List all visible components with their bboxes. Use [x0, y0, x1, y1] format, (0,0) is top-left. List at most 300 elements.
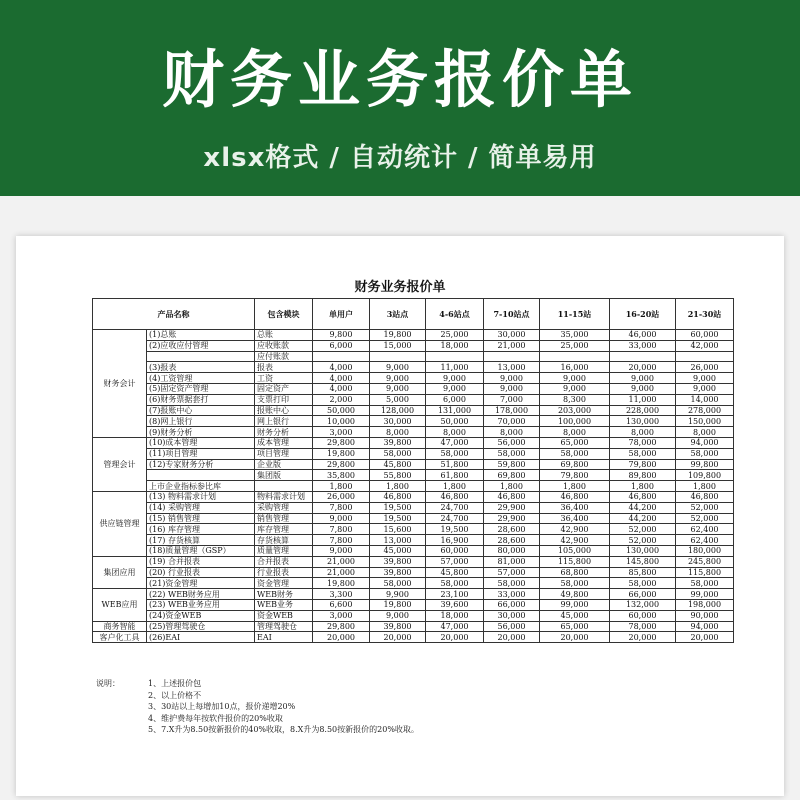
- price-cell: 46,800: [426, 491, 484, 502]
- product-name-cell: 上市企业指标参比库: [147, 481, 255, 492]
- price-cell: 8,000: [540, 427, 610, 438]
- product-name-cell: (19) 合并报表: [147, 556, 255, 567]
- table-row: [93, 556, 734, 567]
- price-cell: 46,000: [610, 330, 676, 341]
- price-cell: 99,800: [676, 459, 734, 470]
- price-cell: 45,800: [426, 567, 484, 578]
- product-name-cell: (10)成本管理: [147, 437, 255, 448]
- price-cell: 8,000: [426, 427, 484, 438]
- price-cell: 58,000: [484, 448, 540, 459]
- price-cell: 131,000: [426, 405, 484, 416]
- price-cell: 13,000: [484, 362, 540, 373]
- price-cell: [313, 351, 370, 362]
- price-cell: 1,800: [313, 481, 370, 492]
- price-cell: 6,000: [426, 394, 484, 405]
- price-cell: 39,800: [370, 437, 426, 448]
- price-cell: 60,000: [610, 610, 676, 621]
- price-cell: 29,800: [313, 459, 370, 470]
- product-name-cell: (6)财务票据套打: [147, 394, 255, 405]
- column-header: 11-15站: [540, 299, 610, 330]
- product-name-cell: (17) 存货核算: [147, 535, 255, 546]
- table-row: [93, 448, 734, 459]
- price-cell: [484, 351, 540, 362]
- price-cell: 94,000: [676, 437, 734, 448]
- module-cell: 应收账款: [255, 340, 313, 351]
- price-cell: 58,000: [370, 448, 426, 459]
- module-cell: 合并报表: [255, 556, 313, 567]
- product-name-cell: (4)工资管理: [147, 373, 255, 384]
- price-cell: 178,000: [484, 405, 540, 416]
- table-row: [93, 470, 734, 481]
- price-cell: 19,800: [313, 578, 370, 589]
- price-cell: 39,600: [426, 599, 484, 610]
- price-cell: 20,000: [610, 362, 676, 373]
- category-cell: 财务会计: [93, 330, 147, 438]
- table-row: [93, 405, 734, 416]
- header-banner: [0, 0, 800, 196]
- price-cell: 39,800: [370, 556, 426, 567]
- price-table: [92, 298, 734, 643]
- module-cell: 物料需求计划: [255, 491, 313, 502]
- price-cell: 85,800: [610, 567, 676, 578]
- product-name-cell: (22) WEB财务应用: [147, 589, 255, 600]
- note-line: 3、30站以上每增加10点，报价递增20%: [148, 702, 296, 711]
- product-name-cell: (12)专家财务分析: [147, 459, 255, 470]
- product-name-cell: (13) 物料需求计划: [147, 491, 255, 502]
- price-cell: 61,800: [426, 470, 484, 481]
- price-cell: 9,000: [676, 383, 734, 394]
- price-cell: 46,800: [676, 491, 734, 502]
- price-cell: 278,000: [676, 405, 734, 416]
- price-cell: 180,000: [676, 545, 734, 556]
- price-cell: 56,000: [484, 621, 540, 632]
- module-cell: 网上银行: [255, 416, 313, 427]
- table-row: [93, 621, 734, 632]
- price-cell: 16,000: [540, 362, 610, 373]
- price-cell: 9,000: [426, 373, 484, 384]
- module-cell: 报账中心: [255, 405, 313, 416]
- price-cell: 58,000: [484, 578, 540, 589]
- price-cell: 9,000: [370, 383, 426, 394]
- price-cell: 47,000: [426, 621, 484, 632]
- product-name-cell: (15) 销售管理: [147, 513, 255, 524]
- price-cell: 19,800: [313, 448, 370, 459]
- table-row: [93, 502, 734, 513]
- column-header: 包含模块: [255, 299, 313, 330]
- price-cell: 44,200: [610, 513, 676, 524]
- price-cell: [370, 351, 426, 362]
- price-cell: 9,900: [370, 589, 426, 600]
- price-cell: 45,800: [370, 459, 426, 470]
- price-cell: 25,000: [540, 340, 610, 351]
- banner-title: 财务业务报价单: [161, 43, 638, 116]
- price-cell: 24,700: [426, 502, 484, 513]
- price-cell: 1,800: [610, 481, 676, 492]
- product-name-cell: (8)网上银行: [147, 416, 255, 427]
- price-cell: 3,300: [313, 589, 370, 600]
- price-cell: 19,800: [370, 330, 426, 341]
- notes-label: 说明：: [96, 679, 120, 688]
- price-cell: 58,000: [540, 448, 610, 459]
- price-cell: 49,800: [540, 589, 610, 600]
- price-cell: 11,000: [426, 362, 484, 373]
- product-name-cell: (21)资金管理: [147, 578, 255, 589]
- price-cell: 23,100: [426, 589, 484, 600]
- price-cell: 18,000: [426, 610, 484, 621]
- column-header: 7-10站点: [484, 299, 540, 330]
- price-cell: 58,000: [610, 448, 676, 459]
- category-cell: 商务智能: [93, 621, 147, 632]
- price-cell: 29,900: [484, 502, 540, 513]
- product-name-cell: (9)财务分析: [147, 427, 255, 438]
- price-cell: 69,800: [540, 459, 610, 470]
- product-name-cell: (11)项目管理: [147, 448, 255, 459]
- price-cell: 5,000: [370, 394, 426, 405]
- price-cell: 7,800: [313, 524, 370, 535]
- price-cell: 50,000: [313, 405, 370, 416]
- table-row: [93, 535, 734, 546]
- module-cell: 库存管理: [255, 524, 313, 535]
- price-cell: 58,000: [426, 448, 484, 459]
- price-cell: 7,800: [313, 535, 370, 546]
- product-name-cell: (20) 行业报表: [147, 567, 255, 578]
- price-cell: 52,000: [676, 502, 734, 513]
- price-cell: 65,000: [540, 621, 610, 632]
- table-row: [93, 340, 734, 351]
- price-cell: 59,800: [484, 459, 540, 470]
- module-cell: EAI: [255, 632, 313, 643]
- price-cell: 33,000: [610, 340, 676, 351]
- module-cell: 企业版: [255, 459, 313, 470]
- price-cell: 1,800: [370, 481, 426, 492]
- price-cell: 36,400: [540, 502, 610, 513]
- price-cell: 19,500: [426, 524, 484, 535]
- table-row: [93, 383, 734, 394]
- price-cell: 89,800: [610, 470, 676, 481]
- module-cell: WEB财务: [255, 589, 313, 600]
- price-cell: 26,000: [313, 491, 370, 502]
- price-cell: 45,000: [540, 610, 610, 621]
- table-row: [93, 589, 734, 600]
- price-cell: 9,000: [426, 383, 484, 394]
- module-cell: [255, 481, 313, 492]
- price-cell: 150,000: [676, 416, 734, 427]
- price-cell: 9,000: [610, 383, 676, 394]
- price-cell: 57,000: [426, 556, 484, 567]
- product-name-cell: (23) WEB业务应用: [147, 599, 255, 610]
- column-header: 21-30站: [676, 299, 734, 330]
- module-cell: 应付账款: [255, 351, 313, 362]
- price-cell: 3,000: [313, 427, 370, 438]
- table-row: [93, 491, 734, 502]
- price-cell: 58,000: [370, 578, 426, 589]
- price-cell: 35,000: [540, 330, 610, 341]
- product-name-cell: (7)报账中心: [147, 405, 255, 416]
- module-cell: 项目管理: [255, 448, 313, 459]
- column-header: 产品名称: [93, 299, 255, 330]
- price-cell: [540, 351, 610, 362]
- product-name-cell: (25)管理驾驶仓: [147, 621, 255, 632]
- price-cell: 24,700: [426, 513, 484, 524]
- price-cell: 51,800: [426, 459, 484, 470]
- module-cell: 财务分析: [255, 427, 313, 438]
- price-cell: 9,000: [313, 545, 370, 556]
- price-cell: 198,000: [676, 599, 734, 610]
- price-cell: 30,000: [484, 610, 540, 621]
- price-cell: 42,000: [676, 340, 734, 351]
- price-cell: 7,000: [484, 394, 540, 405]
- price-cell: 81,000: [484, 556, 540, 567]
- price-cell: 18,000: [426, 340, 484, 351]
- price-cell: 20,000: [610, 632, 676, 643]
- price-cell: 9,000: [484, 373, 540, 384]
- price-cell: [676, 351, 734, 362]
- price-cell: 78,000: [610, 621, 676, 632]
- price-cell: 46,800: [370, 491, 426, 502]
- price-cell: 39,800: [370, 567, 426, 578]
- document-title: 财务业务报价单: [354, 280, 446, 295]
- table-row: [93, 632, 734, 643]
- price-cell: 58,000: [426, 578, 484, 589]
- price-cell: 44,200: [610, 502, 676, 513]
- price-cell: 46,800: [484, 491, 540, 502]
- table-row: [93, 481, 734, 492]
- price-cell: 29,900: [484, 513, 540, 524]
- price-cell: 21,000: [484, 340, 540, 351]
- module-cell: WEB业务: [255, 599, 313, 610]
- price-cell: 11,000: [610, 394, 676, 405]
- note-line: 4、维护费每年按软件报价的20%收取: [148, 713, 283, 723]
- module-cell: 行业报表: [255, 567, 313, 578]
- category-cell: WEB应用: [93, 589, 147, 621]
- module-cell: 资金管理: [255, 578, 313, 589]
- price-cell: 132,000: [610, 599, 676, 610]
- price-cell: 15,000: [370, 340, 426, 351]
- module-cell: 采购管理: [255, 502, 313, 513]
- price-cell: 58,000: [676, 578, 734, 589]
- price-cell: 94,000: [676, 621, 734, 632]
- price-cell: 130,000: [610, 416, 676, 427]
- price-cell: 20,000: [426, 632, 484, 643]
- price-cell: 62,400: [676, 524, 734, 535]
- price-cell: 78,000: [610, 437, 676, 448]
- table-row: [93, 362, 734, 373]
- price-cell: 58,000: [540, 578, 610, 589]
- price-cell: 8,000: [610, 427, 676, 438]
- price-cell: 6,000: [313, 340, 370, 351]
- price-cell: 20,000: [484, 632, 540, 643]
- price-cell: 28,600: [484, 524, 540, 535]
- module-cell: 固定资产: [255, 383, 313, 394]
- price-cell: 9,800: [313, 330, 370, 341]
- table-body: [93, 330, 734, 643]
- product-name-cell: (26)EAI: [147, 632, 255, 643]
- price-cell: 68,800: [540, 567, 610, 578]
- price-cell: 20,000: [370, 632, 426, 643]
- price-cell: 57,000: [484, 567, 540, 578]
- price-cell: 90,000: [676, 610, 734, 621]
- price-cell: 130,000: [610, 545, 676, 556]
- price-cell: 8,300: [540, 394, 610, 405]
- table-row: [93, 394, 734, 405]
- price-cell: 228,000: [610, 405, 676, 416]
- price-cell: 9,000: [370, 362, 426, 373]
- price-cell: 21,000: [313, 556, 370, 567]
- module-cell: 工资: [255, 373, 313, 384]
- price-cell: 1,800: [484, 481, 540, 492]
- price-cell: 46,800: [610, 491, 676, 502]
- price-cell: 4,000: [313, 362, 370, 373]
- price-cell: 19,500: [370, 513, 426, 524]
- price-cell: 30,000: [484, 330, 540, 341]
- category-cell: 供应链管理: [93, 491, 147, 556]
- category-cell: 客户化工具: [93, 632, 147, 643]
- price-cell: 6,600: [313, 599, 370, 610]
- table-row: [93, 416, 734, 427]
- table-row: [93, 599, 734, 610]
- category-cell: 集团应用: [93, 556, 147, 588]
- module-cell: 总账: [255, 330, 313, 341]
- price-cell: 245,800: [676, 556, 734, 567]
- module-cell: 集团版: [255, 470, 313, 481]
- price-cell: 52,000: [676, 513, 734, 524]
- category-cell: 管理会计: [93, 437, 147, 491]
- table-row: [93, 545, 734, 556]
- column-header: 16-20站: [610, 299, 676, 330]
- price-cell: 42,900: [540, 524, 610, 535]
- price-cell: 1,800: [540, 481, 610, 492]
- table-row: [93, 578, 734, 589]
- product-name-cell: (14) 采购管理: [147, 502, 255, 513]
- price-cell: 105,000: [540, 545, 610, 556]
- price-cell: 20,000: [676, 632, 734, 643]
- price-cell: 8,000: [370, 427, 426, 438]
- product-name-cell: (5)固定资产管理: [147, 383, 255, 394]
- price-cell: 36,400: [540, 513, 610, 524]
- price-cell: 58,000: [676, 448, 734, 459]
- table-row: [93, 437, 734, 448]
- price-cell: 60,000: [676, 330, 734, 341]
- table-row: [93, 567, 734, 578]
- note-line: 2、以上价格不: [148, 690, 202, 700]
- column-header: 3站点: [370, 299, 426, 330]
- price-cell: 21,000: [313, 567, 370, 578]
- price-cell: 10,000: [313, 416, 370, 427]
- price-cell: 13,000: [370, 535, 426, 546]
- price-cell: 4,000: [313, 373, 370, 384]
- price-cell: 99,000: [676, 589, 734, 600]
- price-cell: 14,000: [676, 394, 734, 405]
- price-cell: 42,900: [540, 535, 610, 546]
- price-cell: 1,800: [676, 481, 734, 492]
- price-cell: 50,000: [426, 416, 484, 427]
- column-header: 4-6站点: [426, 299, 484, 330]
- price-cell: 3,000: [313, 610, 370, 621]
- price-cell: 39,800: [370, 621, 426, 632]
- module-cell: 成本管理: [255, 437, 313, 448]
- price-cell: 28,600: [484, 535, 540, 546]
- price-cell: 8,000: [484, 427, 540, 438]
- product-name-cell: (16) 库存管理: [147, 524, 255, 535]
- price-cell: 9,000: [676, 373, 734, 384]
- price-cell: 29,800: [313, 621, 370, 632]
- price-cell: 9,000: [540, 373, 610, 384]
- price-cell: [426, 351, 484, 362]
- table-row: [93, 524, 734, 535]
- price-cell: 19,800: [370, 599, 426, 610]
- module-cell: 质量管理: [255, 545, 313, 556]
- product-name-cell: [147, 351, 255, 362]
- price-cell: 79,800: [610, 459, 676, 470]
- module-cell: 资金WEB: [255, 610, 313, 621]
- price-cell: 19,500: [370, 502, 426, 513]
- price-cell: 8,000: [676, 427, 734, 438]
- table-row: [93, 351, 734, 362]
- price-cell: 70,000: [484, 416, 540, 427]
- banner-subtitle: xlsx格式 / 自动统计 / 简单易用: [203, 143, 597, 173]
- price-cell: 2,000: [313, 394, 370, 405]
- table-row: [93, 610, 734, 621]
- notes-lines: [148, 678, 748, 736]
- price-cell: 58,000: [610, 578, 676, 589]
- price-cell: 203,000: [540, 405, 610, 416]
- price-cell: 65,000: [540, 437, 610, 448]
- price-cell: 33,000: [484, 589, 540, 600]
- price-cell: 30,000: [370, 416, 426, 427]
- price-cell: 69,800: [484, 470, 540, 481]
- table-row: [93, 459, 734, 470]
- price-cell: 9,000: [370, 373, 426, 384]
- price-cell: 9,000: [313, 513, 370, 524]
- price-cell: 16,900: [426, 535, 484, 546]
- price-cell: 115,800: [676, 567, 734, 578]
- price-cell: 25,000: [426, 330, 484, 341]
- price-cell: 115,800: [540, 556, 610, 567]
- price-cell: 62,400: [676, 535, 734, 546]
- price-cell: 109,800: [676, 470, 734, 481]
- price-cell: 1,800: [426, 481, 484, 492]
- price-cell: 145,800: [610, 556, 676, 567]
- price-cell: 9,000: [540, 383, 610, 394]
- module-cell: 存货核算: [255, 535, 313, 546]
- price-cell: 35,800: [313, 470, 370, 481]
- price-cell: 46,800: [540, 491, 610, 502]
- module-cell: 报表: [255, 362, 313, 373]
- product-name-cell: (18)质量管理（GSP）: [147, 545, 255, 556]
- module-cell: 销售管理: [255, 513, 313, 524]
- price-cell: 66,000: [484, 599, 540, 610]
- product-name-cell: (2)应收应付管理: [147, 340, 255, 351]
- price-cell: 9,000: [610, 373, 676, 384]
- note-line: 5、7.X升为8.50按新报价的40%收取，8.X升为8.50按新报价的20%收取。: [148, 725, 419, 734]
- price-cell: 9,000: [484, 383, 540, 394]
- price-cell: 45,000: [370, 545, 426, 556]
- price-cell: 66,000: [610, 589, 676, 600]
- price-cell: 7,800: [313, 502, 370, 513]
- price-cell: 100,000: [540, 416, 610, 427]
- product-name-cell: [147, 470, 255, 481]
- price-cell: 26,000: [676, 362, 734, 373]
- price-cell: 20,000: [313, 632, 370, 643]
- price-cell: 9,000: [370, 610, 426, 621]
- price-cell: 60,000: [426, 545, 484, 556]
- note-line: 1、上述报价包: [148, 679, 202, 688]
- price-cell: 20,000: [540, 632, 610, 643]
- price-cell: 4,000: [313, 383, 370, 394]
- table-row: [93, 513, 734, 524]
- table-row: [93, 373, 734, 384]
- price-cell: [610, 351, 676, 362]
